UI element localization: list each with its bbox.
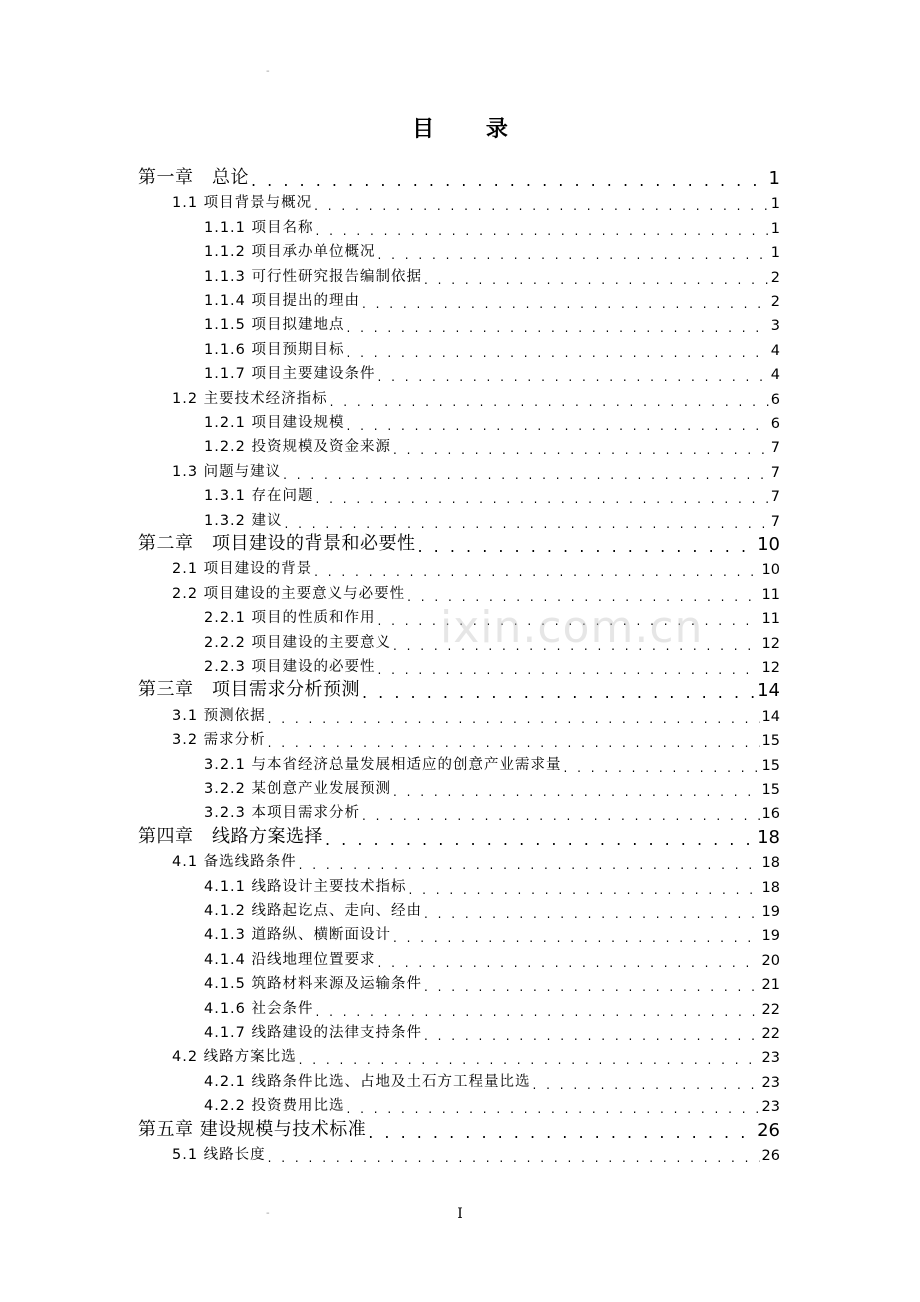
toc-section-entry[interactable] xyxy=(204,898,780,920)
toc-section-entry[interactable] xyxy=(204,483,780,505)
toc-entry-label: 4.1.7 线路建设的法律支持条件 xyxy=(204,1025,423,1041)
toc-section-entry[interactable] xyxy=(204,922,780,944)
toc-entry-label: 1.3 问题与建议 xyxy=(172,463,282,480)
toc-entry-page: 14 xyxy=(757,680,780,702)
toc-dot-leader xyxy=(378,664,760,676)
toc-entry-label: 1.1.4 项目提出的理由 xyxy=(204,293,361,309)
toc-dot-leader xyxy=(362,298,769,310)
toc-entry-page: 22 xyxy=(761,1001,780,1018)
toc-section-entry[interactable] xyxy=(204,410,780,432)
toc-entry-page: 21 xyxy=(761,977,780,994)
toc-dot-leader xyxy=(316,225,769,237)
toc-entry-label: 第一章 总论 xyxy=(138,167,249,188)
toc-section-entry[interactable] xyxy=(204,1069,780,1091)
toc-entry-page: 14 xyxy=(761,708,780,725)
toc-entry-label: 2.1 项目建设的背景 xyxy=(172,561,313,578)
toc-entry-page: 2 xyxy=(770,269,780,286)
toc-section-entry[interactable] xyxy=(204,654,780,676)
toc-entry-label: 1.1.1 项目名称 xyxy=(204,219,314,236)
toc-entry-page: 22 xyxy=(761,1026,780,1042)
toc-entry-label: 1.1.7 项目主要建设条件 xyxy=(204,366,376,383)
toc-dot-leader xyxy=(393,786,760,798)
toc-section-entry[interactable] xyxy=(172,581,780,603)
toc-entry-label: 1.2.1 项目建设规模 xyxy=(204,415,345,431)
toc-entry-label: 1.1.3 可行性研究报告编制依据 xyxy=(204,268,423,285)
toc-section-entry[interactable] xyxy=(204,800,780,822)
toc-section-entry[interactable] xyxy=(204,434,780,456)
toc-entry-label: 2.2.2 项目建设的主要意义 xyxy=(204,634,392,651)
toc-title: 目 录 xyxy=(412,117,530,142)
toc-entry-label: 2.2.1 项目的性质和作用 xyxy=(204,610,376,627)
toc-dot-leader xyxy=(347,1103,760,1115)
toc-section-entry[interactable] xyxy=(204,264,780,286)
toc-dot-leader xyxy=(533,1079,760,1091)
toc-dot-leader xyxy=(316,1006,760,1018)
toc-entry-label: 2.2.3 项目建设的必要性 xyxy=(204,659,376,675)
toc-section-entry[interactable] xyxy=(172,459,780,481)
toc-section-entry[interactable] xyxy=(172,849,780,871)
toc-dot-leader xyxy=(424,981,760,993)
toc-entry-page: 3 xyxy=(770,318,780,335)
toc-section-entry[interactable] xyxy=(204,337,780,359)
toc-dot-leader xyxy=(368,1125,755,1141)
toc-dot-leader xyxy=(362,810,760,822)
toc-entry-page: 16 xyxy=(761,806,780,823)
toc-entry-page: 10 xyxy=(757,534,780,555)
toc-entry-label: 第二章 项目建设的背景和必要性 xyxy=(138,533,416,554)
toc-entry-page: 19 xyxy=(761,928,780,945)
toc-entry-page: 15 xyxy=(761,757,780,774)
toc-section-entry[interactable] xyxy=(204,239,780,261)
toc-section-entry[interactable] xyxy=(204,996,780,1018)
toc-entry-page: 26 xyxy=(761,1148,780,1164)
toc-dot-leader xyxy=(418,539,756,555)
toc-dot-leader xyxy=(424,1030,760,1042)
toc-entry-page: 26 xyxy=(757,1119,780,1141)
toc-entry-page: 7 xyxy=(770,440,780,457)
toc-dot-leader xyxy=(285,518,769,530)
toc-dot-leader xyxy=(299,1054,760,1066)
toc-entry-label: 4.2.1 线路条件比选、占地及土石方工程量比选 xyxy=(204,1073,531,1090)
toc-entry-page: 11 xyxy=(761,611,780,628)
toc-entry-label: 4.1.1 线路设计主要技术指标 xyxy=(204,878,407,895)
toc-entry-page: 23 xyxy=(761,1099,780,1116)
toc-section-entry[interactable] xyxy=(172,556,780,578)
toc-entry-label: 3.2.3 本项目需求分析 xyxy=(204,805,361,822)
toc-dot-leader xyxy=(407,591,759,603)
toc-section-entry[interactable] xyxy=(204,776,780,798)
toc-entry-label: 第五章 建设规模与技术标准 xyxy=(138,1118,367,1140)
toc-section-entry[interactable] xyxy=(172,190,780,212)
toc-dot-leader xyxy=(378,249,769,261)
toc-entry-label: 4.2 线路方案比选 xyxy=(172,1049,297,1066)
footer-mark: - xyxy=(266,1208,270,1219)
toc-dot-leader xyxy=(409,884,760,896)
toc-dot-leader xyxy=(299,859,760,871)
toc-entry-label: 1.3.2 建议 xyxy=(204,512,283,529)
toc-entry-label: 5.1 线路长度 xyxy=(172,1147,266,1163)
toc-entry-label: 4.1.4 沿线地理位置要求 xyxy=(204,951,376,968)
toc-entry-page: 15 xyxy=(761,733,780,750)
toc-entry-page: 23 xyxy=(761,1050,780,1067)
toc-dot-leader xyxy=(347,322,769,334)
toc-entry-page: 1 xyxy=(768,168,780,189)
toc-entry-page: 12 xyxy=(761,660,780,676)
toc-entry-page: 6 xyxy=(770,416,780,432)
toc-dot-leader xyxy=(268,713,760,725)
toc-entry-page: 7 xyxy=(770,464,780,481)
toc-dot-leader xyxy=(362,685,755,701)
toc-entry-label: 4.1.2 线路起讫点、走向、经由 xyxy=(204,903,423,919)
toc-entry-page: 18 xyxy=(761,879,780,896)
toc-entry-label: 1.2 主要技术经济指标 xyxy=(172,390,328,407)
toc-section-entry[interactable] xyxy=(204,215,780,237)
toc-chapter-entry[interactable] xyxy=(138,822,780,848)
toc-entry-label: 4.1.5 筑路材料来源及运输条件 xyxy=(204,976,423,993)
toc-entry-label: 2.2 项目建设的主要意义与必要性 xyxy=(172,585,406,602)
toc-entry-label: 4.2.2 投资费用比选 xyxy=(204,1098,345,1115)
toc-entry-page: 4 xyxy=(770,342,780,359)
toc-entry-label: 3.2.1 与本省经济总量发展相适应的创意产业需求量 xyxy=(204,756,562,773)
toc-section-entry[interactable] xyxy=(172,386,780,408)
toc-entry-page: 23 xyxy=(761,1074,780,1091)
toc-entry-page: 18 xyxy=(757,826,780,848)
toc-section-entry[interactable] xyxy=(204,361,780,383)
toc-entry-page: 15 xyxy=(761,782,780,798)
toc-entry-label: 1.2.2 投资规模及资金来源 xyxy=(204,439,392,456)
toc-dot-leader xyxy=(564,762,760,774)
toc-dot-leader xyxy=(347,420,769,432)
toc-section-entry[interactable] xyxy=(172,727,780,749)
toc-entry-page: 1 xyxy=(770,196,780,213)
toc-entry-label: 3.2.2 某创意产业发展预测 xyxy=(204,781,392,797)
toc-dot-leader xyxy=(378,371,769,383)
toc-section-entry[interactable] xyxy=(204,1093,780,1115)
toc-entry-label: 4.1.3 道路纵、横断面设计 xyxy=(204,927,392,944)
page-number: I xyxy=(457,1206,463,1222)
toc-section-entry[interactable] xyxy=(172,703,780,725)
toc-dot-leader xyxy=(316,493,769,505)
toc-dot-leader xyxy=(314,566,759,578)
toc-entry-page: 20 xyxy=(761,952,780,969)
toc-entry-label: 1.3.1 存在问题 xyxy=(204,488,314,505)
toc-dot-leader xyxy=(347,347,769,359)
toc-dot-leader xyxy=(330,396,769,408)
toc-entry-label: 第四章 线路方案选择 xyxy=(138,825,323,847)
toc-entry-page: 1 xyxy=(770,245,780,262)
toc-entry-page: 1 xyxy=(770,220,780,237)
toc-dot-leader xyxy=(393,444,769,456)
toc-section-entry[interactable] xyxy=(172,1044,780,1066)
toc-entry-label: 1.1.5 项目拟建地点 xyxy=(204,317,345,334)
toc-chapter-entry[interactable] xyxy=(138,675,780,701)
toc-entry-label: 3.2 需求分析 xyxy=(172,732,266,749)
toc-entry-page: 11 xyxy=(761,586,780,603)
toc-dot-leader xyxy=(283,469,769,481)
toc-entry-page: 7 xyxy=(770,489,780,506)
toc-entry-label: 第三章 项目需求分析预测 xyxy=(138,679,360,701)
toc-dot-leader xyxy=(424,908,760,920)
toc-entry-label: 4.1.6 社会条件 xyxy=(204,1000,314,1017)
toc-entry-label: 1.1 项目背景与概况 xyxy=(172,195,313,212)
toc-section-entry[interactable] xyxy=(204,508,780,530)
toc-section-entry[interactable] xyxy=(204,1020,780,1042)
toc-entry-page: 6 xyxy=(770,391,780,408)
toc-section-entry[interactable] xyxy=(204,752,780,774)
toc-dot-leader xyxy=(314,200,769,212)
watermark: ixin.com.cn xyxy=(440,602,704,653)
toc-section-entry[interactable] xyxy=(172,1142,780,1164)
toc-entry-page: 10 xyxy=(761,562,780,579)
toc-dot-leader xyxy=(268,1152,760,1164)
toc-section-entry[interactable] xyxy=(204,874,780,896)
toc-entry-label: 1.1.6 项目预期目标 xyxy=(204,341,345,358)
toc-section-entry[interactable] xyxy=(204,312,780,334)
toc-chapter-entry[interactable] xyxy=(138,163,780,189)
toc-entry-page: 4 xyxy=(770,367,780,384)
toc-section-entry[interactable] xyxy=(204,288,780,310)
toc-entry-page: 12 xyxy=(761,635,780,652)
toc-dot-leader xyxy=(393,932,760,944)
toc-entry-page: 2 xyxy=(770,294,780,310)
toc-chapter-entry[interactable] xyxy=(138,1115,780,1141)
toc-section-entry[interactable] xyxy=(204,971,780,993)
toc-dot-leader xyxy=(268,737,760,749)
toc-dot-leader xyxy=(251,173,767,189)
toc-entry-label: 1.1.2 项目承办单位概况 xyxy=(204,244,376,261)
toc-entry-page: 19 xyxy=(761,904,780,920)
header-mark: - xyxy=(266,66,270,77)
toc-dot-leader xyxy=(424,274,769,286)
toc-dot-leader xyxy=(325,832,755,848)
toc-entry-label: 4.1 备选线路条件 xyxy=(172,854,297,871)
toc-dot-leader xyxy=(378,957,760,969)
toc-entry-label: 3.1 预测依据 xyxy=(172,707,266,724)
toc-chapter-entry[interactable] xyxy=(138,529,780,555)
toc-section-entry[interactable] xyxy=(204,947,780,969)
toc-entry-page: 7 xyxy=(770,513,780,530)
toc-entry-page: 18 xyxy=(761,855,780,872)
